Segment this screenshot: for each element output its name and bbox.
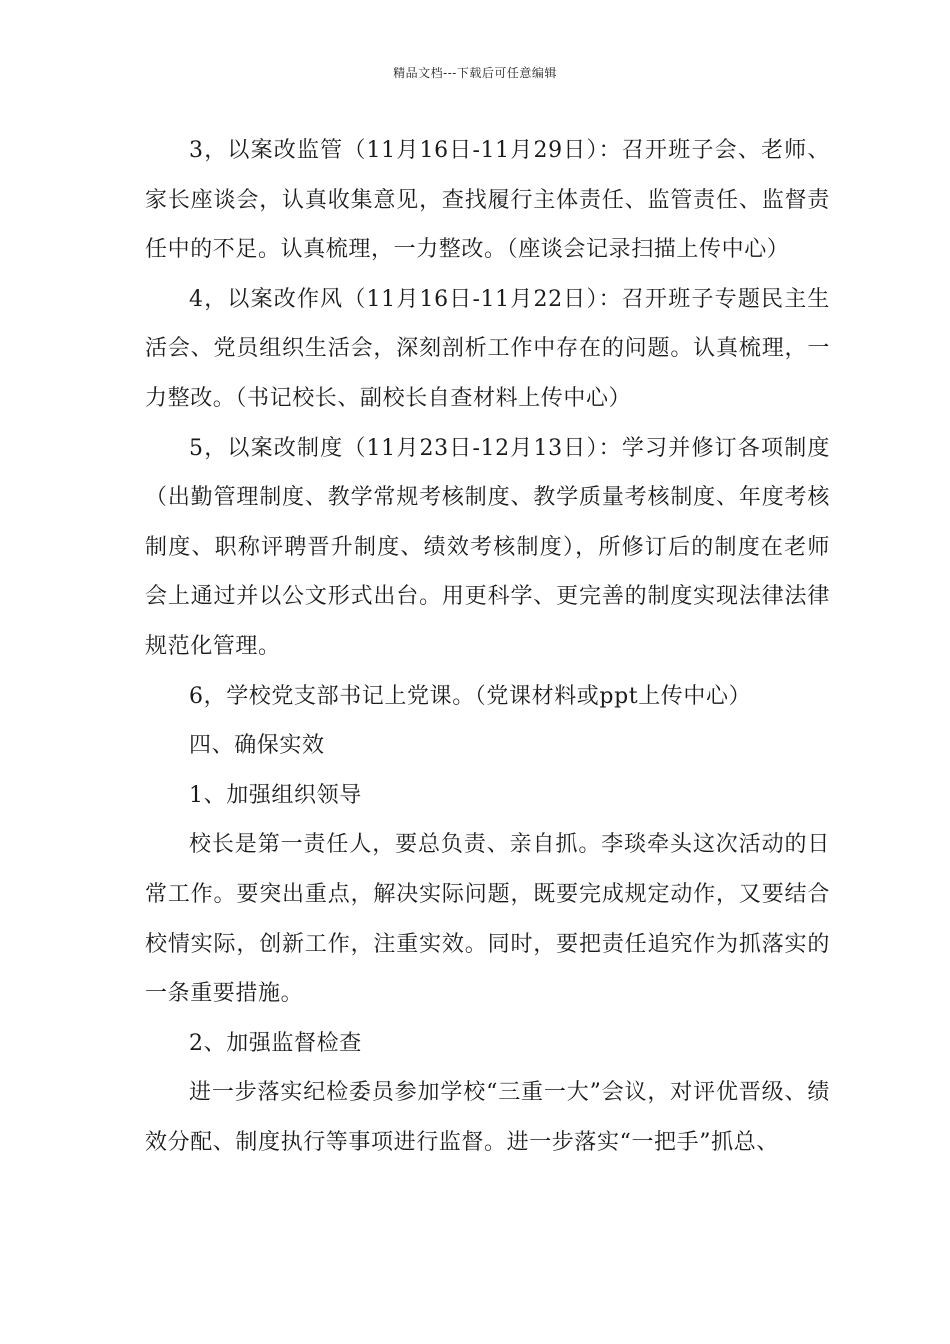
paragraph-item-3-supervision: 3，以案改监管（11月16日-11月29日）：召开班子会、老师、家长座谈会，认真收集意见，查找履行主体责任、监管责任、监督责任中的不足。认真梳理，一力整改。（座谈会记录扫描上传中心） (145, 138, 830, 263)
paragraph-item-5-system: 5，以案改制度（11月23日-12月13日）：学习并修订各项制度（出勤管理制度、教学常规考核制度、教学质量考核制度、年度考核制度、职称评聘晋升制度、绩效考核制度），所修订后的制度在老师会上通过并以公文形式出台。用更科学、更完善的制度实现法律法律规范化管理。 (145, 435, 830, 659)
paragraph-item-6-party-lesson: 6，学校党支部书记上党课。（党课材料或ppt上传中心） (189, 683, 752, 709)
paragraph-discipline-committee: 进一步落实纪检委员参加学校“三重一大”会议，对评优晋级、绩效分配、制度执行等事项进行监督。进一步落实“一把手”抓总、 (145, 1080, 830, 1155)
paragraph-principal-responsibility: 校长是第一责任人，要总负责、亲自抓。李琰牵头这次活动的日常工作。要突出重点，解决实际问题，既要完成规定动作，又要结合校情实际，创新工作，注重实效。同时，要把责任追究作为抓落实的一条重要措施。 (145, 832, 830, 1007)
document-body (145, 126, 830, 1167)
paragraph-item-4-work-style: 4，以案改作风（11月16日-11月22日）：召开班子专题民主生活会、党员组织生活会，深刻剖析工作中存在的问题。认真梳理，一力整改。（书记校长、副校长自查材料上传中心） (145, 286, 830, 411)
section-heading-ensure-results: 四、确保实效 (189, 733, 325, 759)
page-header: 精品文档---下载后可任意编辑 (393, 66, 557, 80)
subheading-organization-leadership: 1、加强组织领导 (189, 782, 362, 808)
subheading-supervision-inspection: 2、加强监督检查 (189, 1030, 362, 1056)
